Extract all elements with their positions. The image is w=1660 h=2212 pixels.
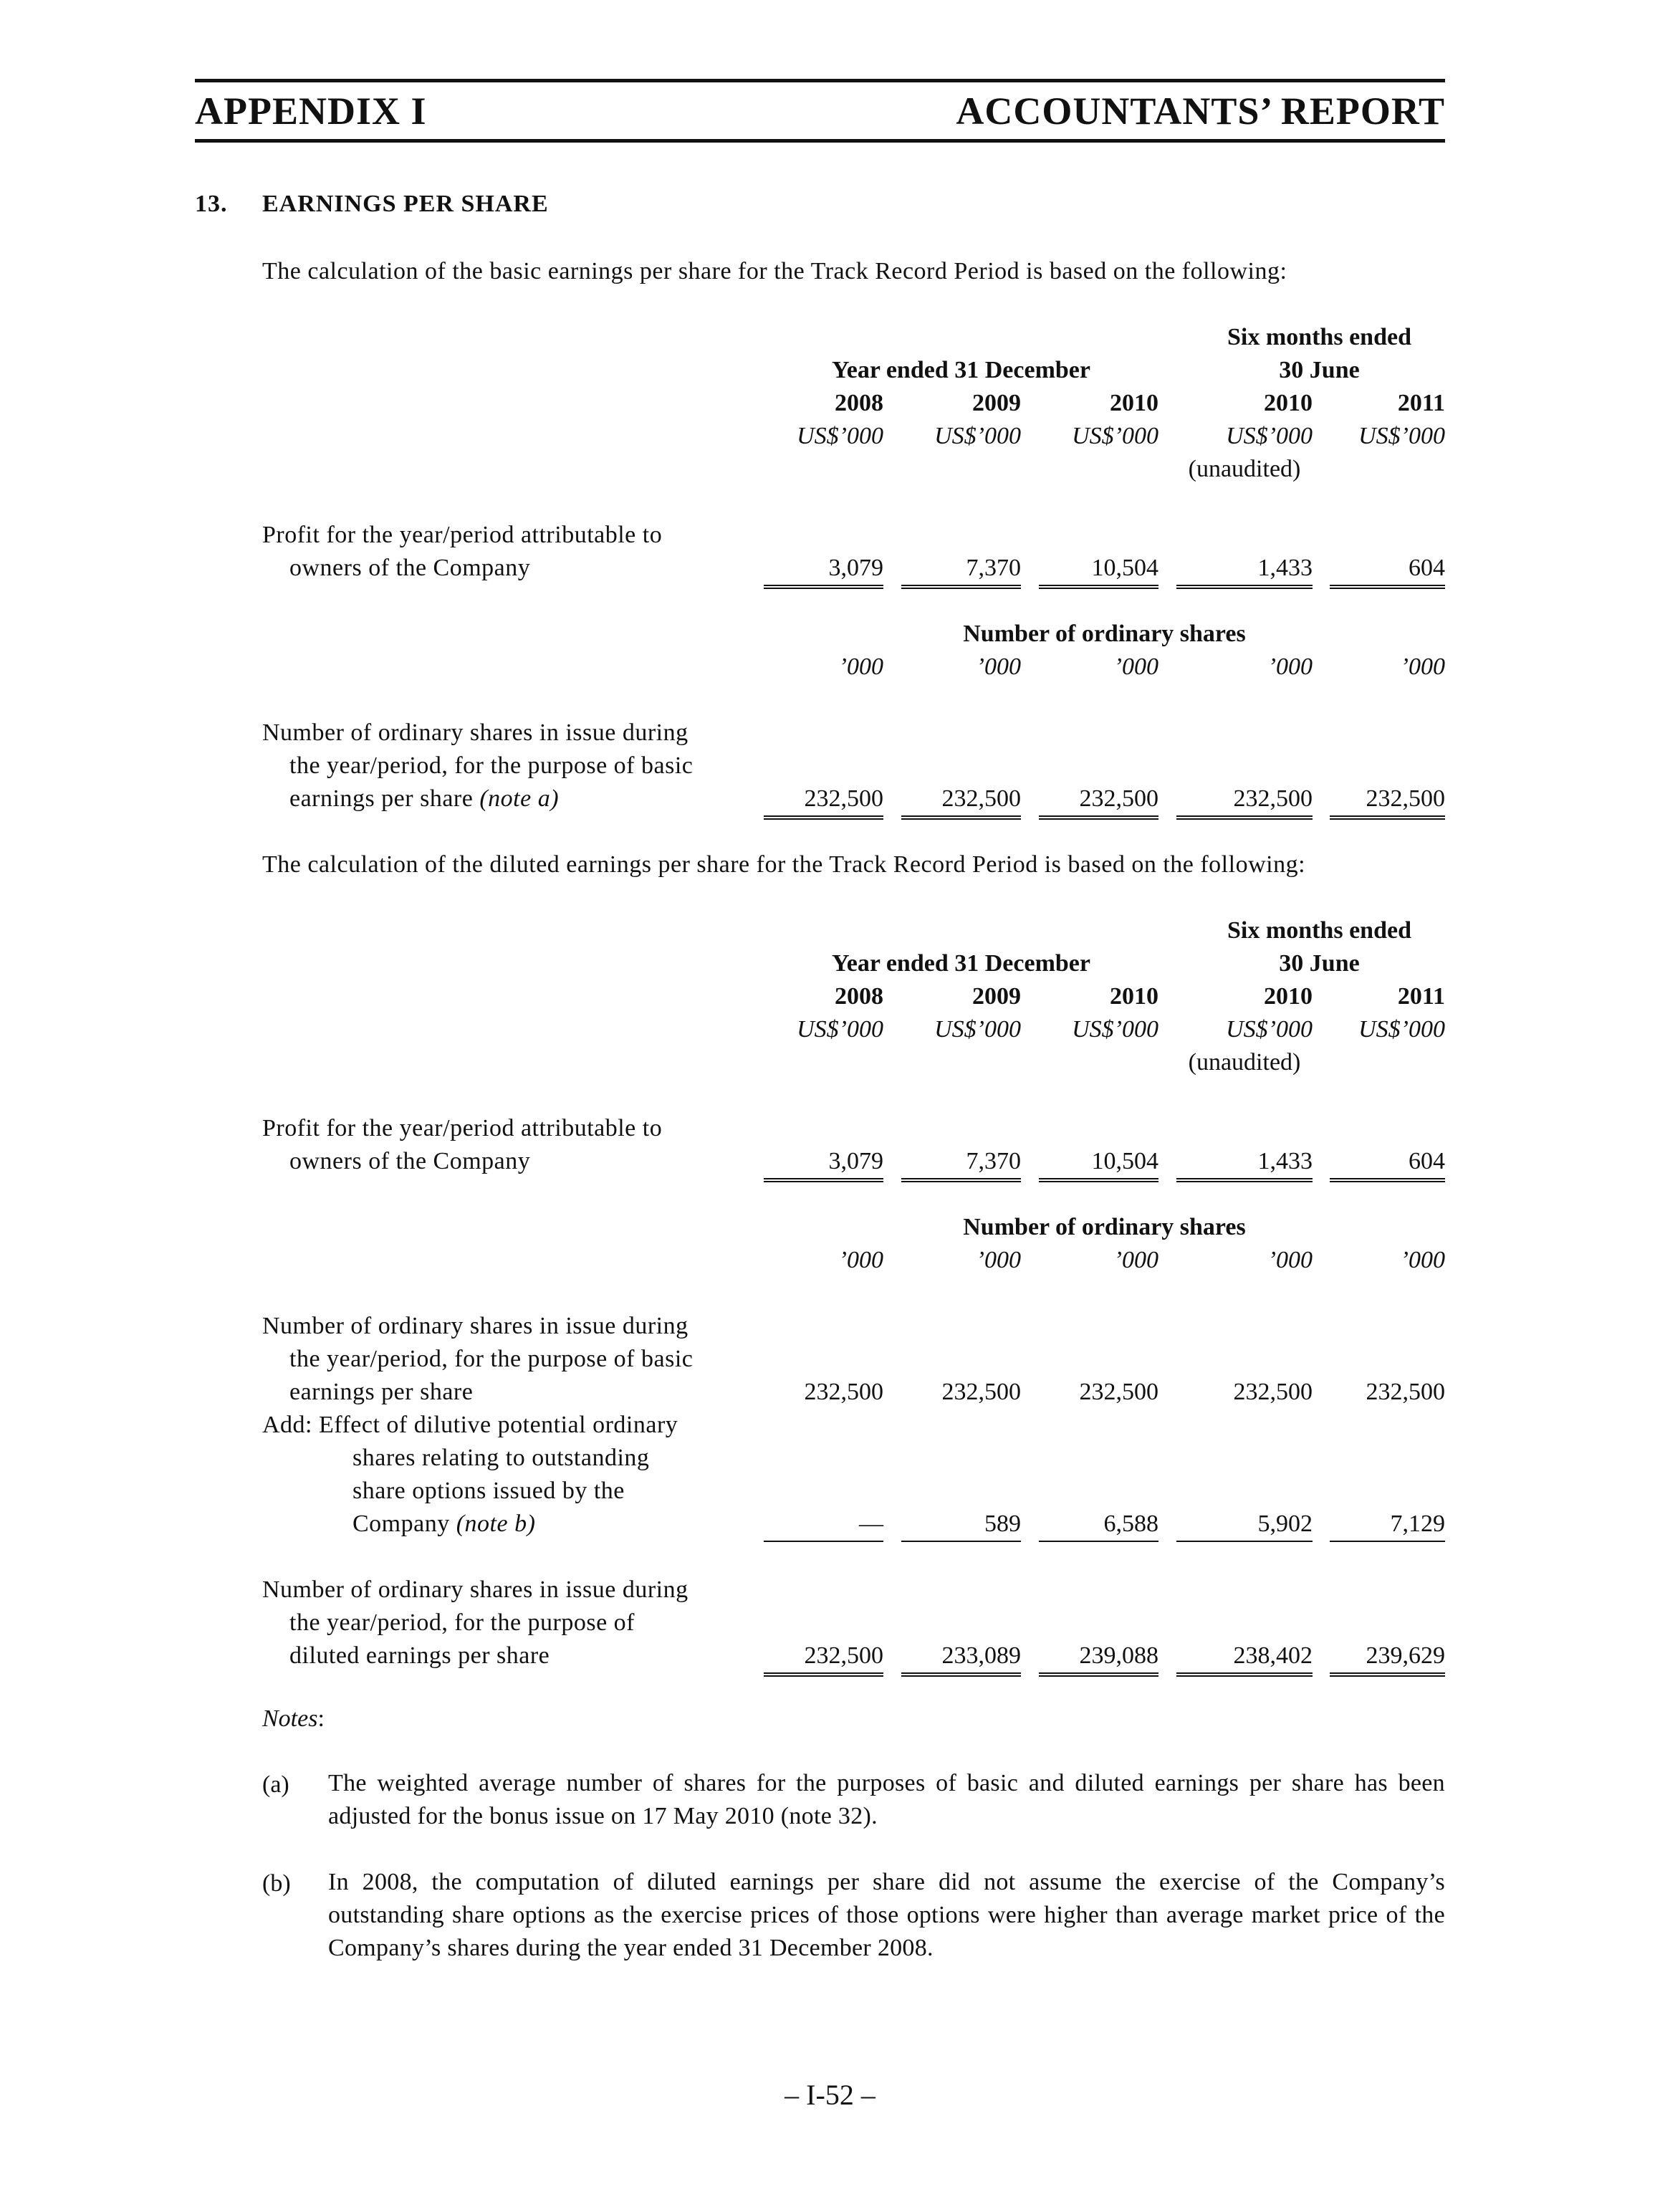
profit-row: [262, 1145, 1445, 1178]
diluted-unaudited-row: [262, 1046, 1445, 1079]
profit-label: owners of the Company: [289, 1148, 531, 1174]
june-heading: 30 June: [1279, 357, 1360, 383]
basic-header-row-1: [262, 321, 1445, 354]
section-title: EARNINGS PER SHARE: [262, 191, 549, 217]
note-reference: (note a): [479, 785, 560, 812]
add-effect-label: share options issued by the: [352, 1478, 625, 1504]
year-cell: 2010: [1264, 983, 1313, 1010]
diluted-header-row-1: [262, 914, 1445, 947]
profit-label: Profit for the year/period attributable to: [262, 1115, 663, 1141]
appendix-title: APPENDIX I: [195, 90, 427, 133]
value-cell: 232,500: [1039, 782, 1158, 820]
value-cell: 589: [901, 1508, 1021, 1542]
unit-cell: ’000: [1267, 653, 1313, 680]
year-cell: 2011: [1397, 983, 1445, 1010]
profit-label: Profit for the year/period attributable to: [262, 522, 663, 548]
value-cell: 604: [1330, 552, 1445, 589]
shares-label: [289, 782, 784, 815]
add-effect-label: shares relating to outstanding: [352, 1445, 650, 1471]
note-reference: (note b): [456, 1510, 536, 1537]
diluted-shares-row: [262, 1639, 1445, 1672]
year-cell: 2009: [972, 390, 1021, 416]
note-b-mark: (b): [262, 1870, 291, 1897]
value-cell: 7,129: [1330, 1508, 1445, 1542]
value-cell: 232,500: [901, 782, 1021, 820]
unit-cell: US$’000: [1072, 423, 1158, 449]
shares-heading-row: [262, 1211, 1445, 1244]
value-cell: 233,089: [901, 1639, 1021, 1677]
six-months-heading: Six months ended: [1227, 324, 1411, 350]
unit-cell: ’000: [1400, 653, 1445, 680]
value-cell: 10,504: [1039, 552, 1158, 589]
note-a-text: The weighted average number of shares for the purposes of basic and diluted earnings per share has been adjusted for the bonus issue on 17 May 2010 (note 32).: [328, 1770, 1445, 1829]
value-cell: 10,504: [1039, 1145, 1158, 1182]
profit-label: owners of the Company: [289, 555, 531, 581]
value-cell: 239,629: [1330, 1639, 1445, 1677]
header-top-rule: [195, 79, 1445, 82]
shares-heading-row: [262, 618, 1445, 651]
add-label-row-2: [262, 1442, 1445, 1475]
profit-label-row-1: [262, 519, 1445, 552]
note-b-text: In 2008, the computation of diluted earnings per share did not assume the exercise of the Company’s outstanding share options as the exercise prices of those options were higher than average market price of the Company’s shares during the year ended 31 December 2008.: [328, 1869, 1445, 1961]
add-label-row-1: [262, 1409, 1445, 1442]
notes-colon: :: [317, 1705, 325, 1732]
page-header: [195, 79, 1445, 143]
unit-cell: US$’000: [934, 423, 1021, 449]
basic-unaudited-row: [262, 453, 1445, 486]
value-cell: 238,402: [1176, 1639, 1313, 1677]
unit-cell: US$’000: [797, 1016, 883, 1043]
shares-label-row-1: [262, 717, 1445, 750]
profit-label-row-1: [262, 1112, 1445, 1145]
basic-shares-label-row-2: [262, 1343, 1445, 1376]
value-cell: 239,088: [1039, 1639, 1158, 1677]
notes-title: [262, 1705, 325, 1733]
unit-cell: US$’000: [1226, 1016, 1313, 1043]
unit-cell: ’000: [976, 653, 1021, 680]
add-effect-row: [262, 1508, 1445, 1541]
year-cell: 2009: [972, 983, 1021, 1010]
note-a-mark: (a): [262, 1771, 289, 1798]
unaudited-label: (unaudited): [1188, 1049, 1301, 1076]
value-cell: 232,500: [1366, 1379, 1445, 1405]
shares-label: Number of ordinary shares in issue during: [262, 1576, 689, 1603]
year-cell: 2010: [1110, 390, 1158, 416]
notes-title-text: Notes: [262, 1705, 318, 1732]
shares-heading: Number of ordinary shares: [963, 621, 1246, 647]
unit-cell: ’000: [1113, 1247, 1158, 1273]
add-effect-label: Add: Effect of dilutive potential ordinary: [262, 1412, 678, 1438]
basic-intro: The calculation of the basic earnings per share for the Track Record Period is based on the following:: [262, 258, 1287, 284]
unit-cell: ’000: [1113, 653, 1158, 680]
year-cell: 2008: [835, 983, 883, 1010]
shares-label: the year/period, for the purpose of basic: [289, 1346, 694, 1372]
year-cell: 2010: [1110, 983, 1158, 1010]
shares-label: the year/period, for the purpose of basic: [289, 752, 694, 779]
unit-cell: ’000: [1267, 1247, 1313, 1273]
shares-label-row-2: [262, 750, 1445, 782]
value-cell: 232,500: [764, 1639, 883, 1677]
value-cell: 5,902: [1176, 1508, 1313, 1542]
shares-row: [262, 782, 1445, 815]
value-cell: 3,079: [764, 1145, 883, 1182]
unit-cell: US$’000: [797, 423, 883, 449]
unit-cell: ’000: [838, 1247, 883, 1273]
value-cell: 232,500: [1079, 1379, 1158, 1405]
unit-cell: US$’000: [1226, 423, 1313, 449]
six-months-heading: Six months ended: [1227, 917, 1411, 944]
report-title: ACCOUNTANTS’ REPORT: [956, 90, 1445, 133]
shares-label: the year/period, for the purpose of: [289, 1609, 635, 1636]
basic-units-row: [262, 420, 1445, 453]
unit-cell: US$’000: [1072, 1016, 1158, 1043]
value-cell: 232,500: [804, 1379, 883, 1405]
value-cell: —: [764, 1508, 883, 1542]
diluted-units-row: [262, 1013, 1445, 1046]
add-effect-label-text: Company: [352, 1510, 450, 1537]
basic-shares-row: [262, 1376, 1445, 1409]
diluted-shares-label-row-2: [262, 1607, 1445, 1639]
value-cell: 232,500: [941, 1379, 1021, 1405]
year-ended-heading: Year ended 31 December: [831, 357, 1090, 383]
shares-heading: Number of ordinary shares: [963, 1214, 1246, 1240]
value-cell: 232,500: [1176, 782, 1313, 820]
unit-cell: US$’000: [1358, 1016, 1445, 1043]
value-cell: 1,433: [1176, 1145, 1313, 1182]
unit-cell: ’000: [838, 653, 883, 680]
diluted-years-row: [262, 980, 1445, 1013]
shares-units-row: [262, 1244, 1445, 1277]
value-cell: 7,370: [901, 552, 1021, 589]
june-heading: 30 June: [1279, 950, 1360, 977]
profit-row: [262, 552, 1445, 585]
section-number: 13.: [195, 191, 228, 217]
unaudited-label: (unaudited): [1188, 456, 1301, 482]
diluted-header-row-2: [262, 947, 1445, 980]
add-label-row-3: [262, 1475, 1445, 1508]
page-number: – I-52 –: [785, 2079, 875, 2111]
value-cell: 232,500: [764, 782, 883, 820]
shares-label-text: earnings per share: [289, 785, 474, 812]
shares-label: diluted earnings per share: [289, 1642, 550, 1669]
value-cell: 604: [1330, 1145, 1445, 1182]
year-ended-heading: Year ended 31 December: [831, 950, 1090, 977]
unit-cell: US$’000: [1358, 423, 1445, 449]
unit-cell: ’000: [1400, 1247, 1445, 1273]
shares-units-row: [262, 651, 1445, 684]
basic-shares-label-row-1: [262, 1310, 1445, 1343]
value-cell: 1,433: [1176, 552, 1313, 589]
value-cell: 6,588: [1039, 1508, 1158, 1542]
diluted-intro: The calculation of the diluted earnings per share for the Track Record Period is based on the following:: [262, 851, 1306, 878]
unit-cell: US$’000: [934, 1016, 1021, 1043]
value-cell: 232,500: [1330, 782, 1445, 820]
shares-label: Number of ordinary shares in issue during: [262, 719, 689, 746]
year-cell: 2008: [835, 390, 883, 416]
diluted-shares-label-row-1: [262, 1574, 1445, 1607]
value-cell: 232,500: [1233, 1379, 1313, 1405]
shares-label: Number of ordinary shares in issue during: [262, 1313, 689, 1339]
year-cell: 2011: [1397, 390, 1445, 416]
basic-years-row: [262, 387, 1445, 420]
shares-label: earnings per share: [289, 1379, 474, 1405]
basic-header-row-2: [262, 354, 1445, 387]
value-cell: 7,370: [901, 1145, 1021, 1182]
header-bottom-rule: [195, 139, 1445, 143]
year-cell: 2010: [1264, 390, 1313, 416]
unit-cell: ’000: [976, 1247, 1021, 1273]
value-cell: 3,079: [764, 552, 883, 589]
